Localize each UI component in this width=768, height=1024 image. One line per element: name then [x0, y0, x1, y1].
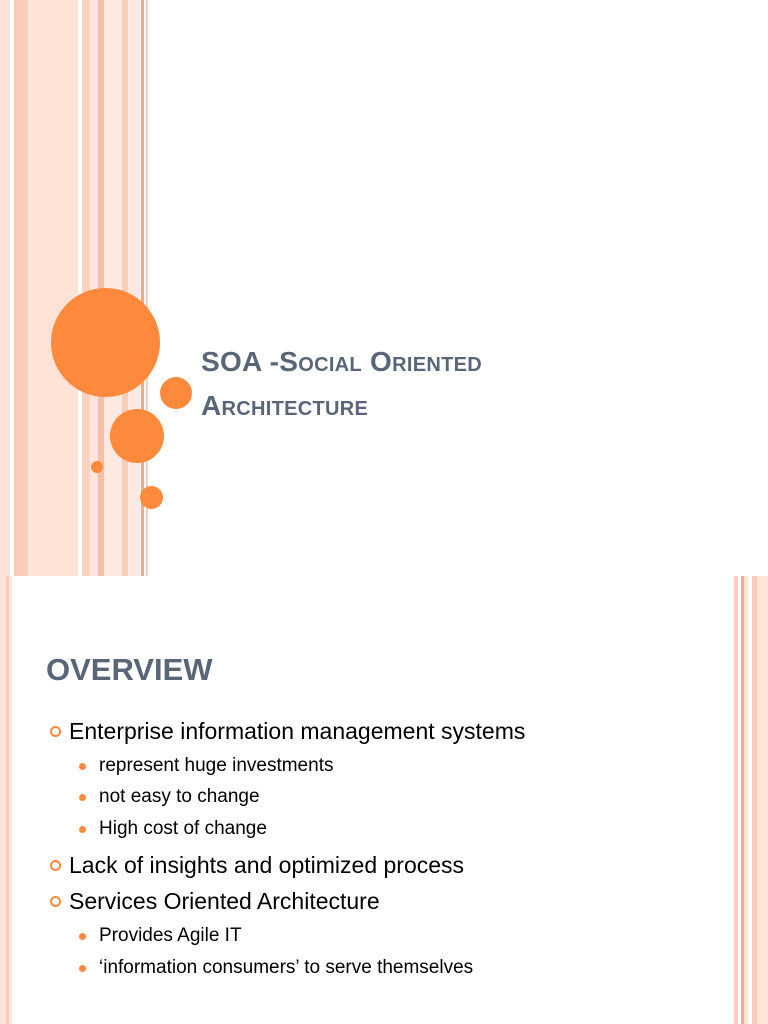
- sub-bullet-text: represent huge investments: [99, 755, 334, 776]
- hollow-circle-bullet-icon: [50, 860, 61, 871]
- filled-circle-bullet-icon: [79, 933, 86, 940]
- decorative-stripe: [128, 0, 140, 576]
- hollow-circle-bullet-icon: [50, 896, 61, 907]
- slide-heading: OVERVIEW: [46, 652, 213, 687]
- bullet-text: Enterprise information management systems: [69, 718, 526, 744]
- slide-title-line-2: Architecture: [201, 390, 369, 421]
- sub-bullet-text: not easy to change: [99, 786, 260, 807]
- sub-bullet-text: ‘information consumers’ to serve themselves: [99, 957, 474, 978]
- slide-title-line-1: SOA -Social Oriented: [201, 346, 482, 377]
- filled-circle-bullet-icon: [79, 826, 86, 833]
- decorative-stripe: [757, 576, 768, 1024]
- filled-circle-bullet-icon: [79, 763, 86, 770]
- filled-circle-bullet-icon: [79, 794, 86, 801]
- bullet-text: Services Oriented Architecture: [69, 888, 380, 914]
- decorative-circle-medium: [110, 409, 164, 463]
- decorative-stripe: [14, 0, 28, 576]
- overview-slide: [0, 576, 768, 1024]
- decorative-circle-small: [160, 377, 192, 409]
- hollow-circle-bullet-icon: [50, 726, 61, 737]
- decorative-stripe: [34, 0, 78, 576]
- decorative-circle-small: [140, 486, 163, 509]
- decorative-circle-large: [51, 288, 160, 397]
- slide-title: [201, 340, 482, 428]
- decorative-stripe: [9, 576, 12, 1024]
- decorative-stripe: [0, 0, 10, 576]
- sub-bullet-text: Provides Agile IT: [99, 925, 242, 946]
- sub-bullet-text: High cost of change: [99, 818, 267, 839]
- filled-circle-bullet-icon: [79, 965, 86, 972]
- decorative-circle-tiny: [91, 461, 103, 473]
- bullet-text: Lack of insights and optimized process: [69, 852, 465, 878]
- decorative-stripe: [82, 0, 90, 576]
